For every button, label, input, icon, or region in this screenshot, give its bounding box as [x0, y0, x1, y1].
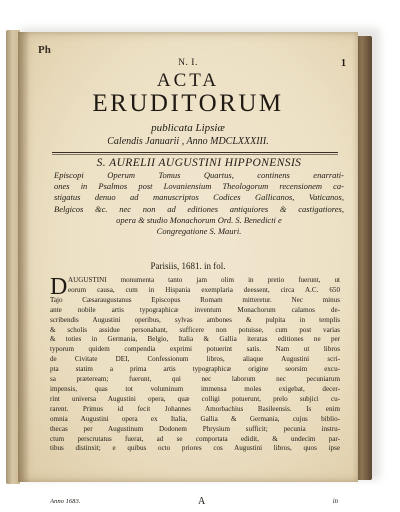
- drop-cap: D: [50, 274, 68, 300]
- body-line: rint universa Augustini opera, quæ colligi potuerunt, prelo subjici cu-: [50, 394, 340, 403]
- body-line: eorum causa, cum in Hispania exemplaria deessent, circa A.C. 650: [68, 285, 340, 294]
- body-line: & toties in Germania, Belgio, Italia & Gallia iteratas editiones ne per: [50, 335, 340, 344]
- title-eruditorum: ERUDITORUM: [92, 90, 284, 117]
- work-title-heading: S. AURELII AUGUSTINI HIPPONENSIS: [96, 157, 302, 169]
- work-title-line: Belgicos &c. nec non ad editiones antiquiores & castigatiores,: [54, 203, 344, 214]
- body-line: typorum quidem compendia exprimi potuerint satis. Nam ut libros: [50, 345, 340, 354]
- body-line: ctum perscrutatus fuerat, ad se comportata edidit, & undecim par-: [50, 434, 340, 443]
- work-title-line: Congregatione S. Mauri.: [156, 226, 242, 237]
- catchword: in: [332, 498, 338, 505]
- title-acta: ACTA: [156, 70, 220, 91]
- body-line: ante nobile artis typographicæ inventum Monachorum calamos de-: [50, 305, 340, 314]
- date-line: Calendis Januarii , Anno MDCLXXXIII.: [107, 136, 269, 147]
- signature-mark: A: [198, 496, 206, 507]
- body-line: & scholis assidue personabant, sufficere non potuisse, cum post varias: [50, 325, 340, 334]
- body-line: de Civitate DEI, Confessionum libros, aliaque Augustini scri-: [50, 355, 340, 364]
- body-line: pta statim a prima artis typographicæ origine seorsim excu-: [50, 365, 340, 374]
- corner-header: Ph: [38, 44, 51, 56]
- work-title: [54, 157, 344, 237]
- work-title-line: Episcopi Operum Tomus Quartus, continens enarrati-: [54, 170, 344, 180]
- body-line: thecas per Augustinum Dodonem Phrysium sufficit; pecunia instru-: [50, 424, 340, 433]
- body-line: AUGUSTINI monumenta tanto jam olim in pretio fuerunt, ut: [68, 276, 340, 284]
- body-line: Tajo Cæsaraugustanus Episcopus Romam mitteretur. Nec minus: [50, 295, 340, 304]
- body-line: scribendis Augustini operibus, sylvas ambones & pulpita in templis: [50, 315, 340, 324]
- published-line: publicata Lipsiæ: [151, 122, 225, 134]
- body-text: [50, 276, 340, 454]
- work-title-line: opera & studio Monachorum Ord. S. Benedicti e: [116, 214, 282, 225]
- body-line: sa præteream; fuerunt, qui nec laborum nec pecuniarum: [50, 375, 340, 384]
- right-page-edges: [356, 36, 372, 480]
- work-title-line: ones in Psalmos post Lovaniensium Theologorum recensionem ca-: [54, 181, 344, 192]
- title-rule: [52, 152, 338, 153]
- book-page: [18, 32, 358, 507]
- issue-number: N. I.: [178, 58, 198, 68]
- body-line: impensis, quas tot voluminum immensa moles exigebat, decer-: [50, 384, 340, 393]
- footer-year: Anno 1683.: [50, 498, 81, 505]
- work-title-line: stigatus denuo ad manuscriptos Codices Gallicanos, Vaticanos,: [54, 192, 344, 203]
- publication-place: Parisiis, 1681. in fol.: [150, 261, 226, 271]
- page-footer: [50, 498, 340, 510]
- body-line: rarent. Primus id fecit Johannes Amorbachius Basileensis. Is enim: [50, 404, 340, 413]
- body-line: tibus distinxit; e quibus octo priores cos Augustini libros, quos ipse: [50, 444, 340, 453]
- title-rule-secondary: [52, 154, 338, 155]
- page-number: 1: [341, 58, 346, 69]
- body-line: omnia Augustini opera ex Italia, Gallia & Germania, cujus biblio-: [50, 414, 340, 423]
